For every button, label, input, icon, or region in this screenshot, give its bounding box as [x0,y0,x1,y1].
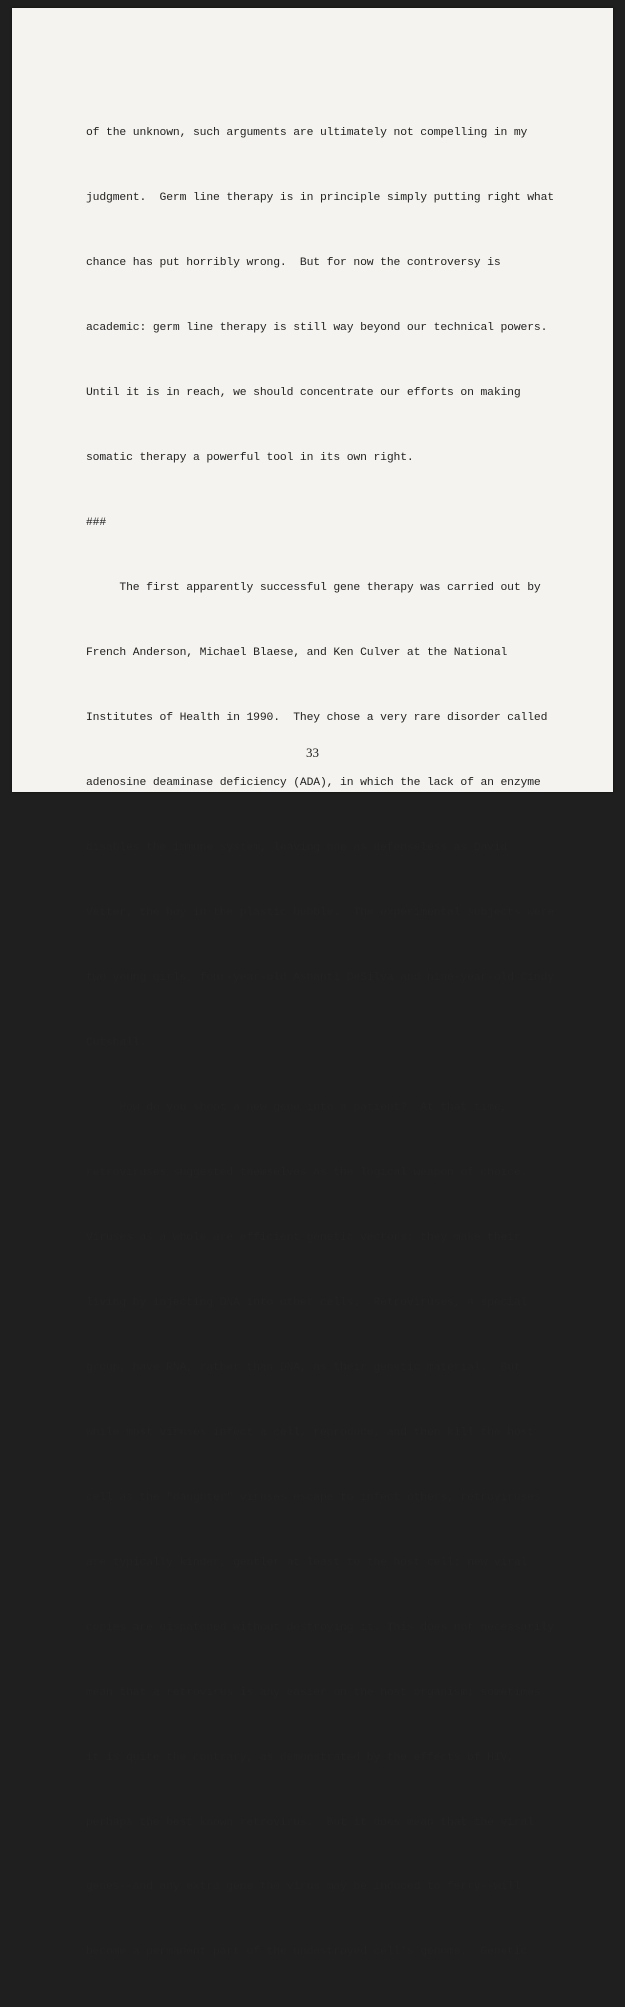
text-line: group, have RNA, rather than DNA, as their genetic material. But [86,1361,521,1374]
text-line: Viruses as a whole are efficient genetic vectors; they make their [86,1231,521,1244]
text-line: living by injecting DNA into other cells. Retroviruses, a special [86,1296,528,1309]
text-line: adenosine deaminase deficiency (ADA), in which the lack of an enzyme [86,777,541,789]
text-line: The first apparently successful gene therapy was carried out by [86,582,541,595]
body-text [86,80,566,2007]
text-line: judgment. Germ line therapy is in principle simply putting right what [86,192,554,205]
text-line: genes--and any extra gene the virus may be induced to ferry--will [86,1881,521,1894]
document-page [12,8,613,1959]
text-line: perhaps the best known retrovirus. But it does mean that the viral [86,1816,534,1829]
text-line: become a permanent part of the undestroyed cell's genome. Genetic [86,1946,528,1959]
text-line: Until it is in reach, we should concentrate our efforts on making [86,387,521,400]
text-line: How do you shoot a new gene into a patient? At that time, [86,1101,508,1114]
text-line: Cutshall. [86,1036,147,1049]
text-line: French Anderson, Michael Blaese, and Ken Culver at the National [86,647,508,660]
text-line: Institutes of Health in 1990. They chose a very rare disorder called [86,712,548,725]
text-line: retroviruses suggested themselves as the logical weapon of choice. [86,1166,528,1179]
section-separator: ### [86,517,107,530]
page-number: 33 [306,745,319,760]
text-line: mean that a retrovirus is any easier on the host organism; sometimes [86,1686,541,1699]
text-line: somatic therapy a powerful tool in its own right. [86,452,414,465]
text-line: Vetter, the boy in the plastic bubble. The experimental subjects were [86,906,554,919]
text-line: of the unknown, such arguments are ultimately not compelling in my [86,127,528,140]
text-line: two young girls, four-year-old Ashanti DeSilva and nine-year-old Cindy [86,971,554,984]
text-line: academic: germ line therapy is still way beyond our technical powers. [86,322,548,335]
text-line: are typically kinder, gentler at least to the host cell: new viral [86,1556,528,1569]
text-line: chance has put horribly wrong. But for now the controversy is [86,257,501,270]
text-line: disables the immune system, leaving one as defenseless as David [86,841,508,854]
text-line: while most viruses infect a cell, reproduce, and then kill the host [86,1426,534,1439]
text-line: it is quite the contrary, as demonstrated by the effects of HIV, [86,1751,514,1764]
text-line: cell as the "daughter" viruses escape to infect others, retroviruses [86,1491,541,1504]
text-line: copies are dispatched without destroying it. This does not necessarily [86,1621,554,1634]
